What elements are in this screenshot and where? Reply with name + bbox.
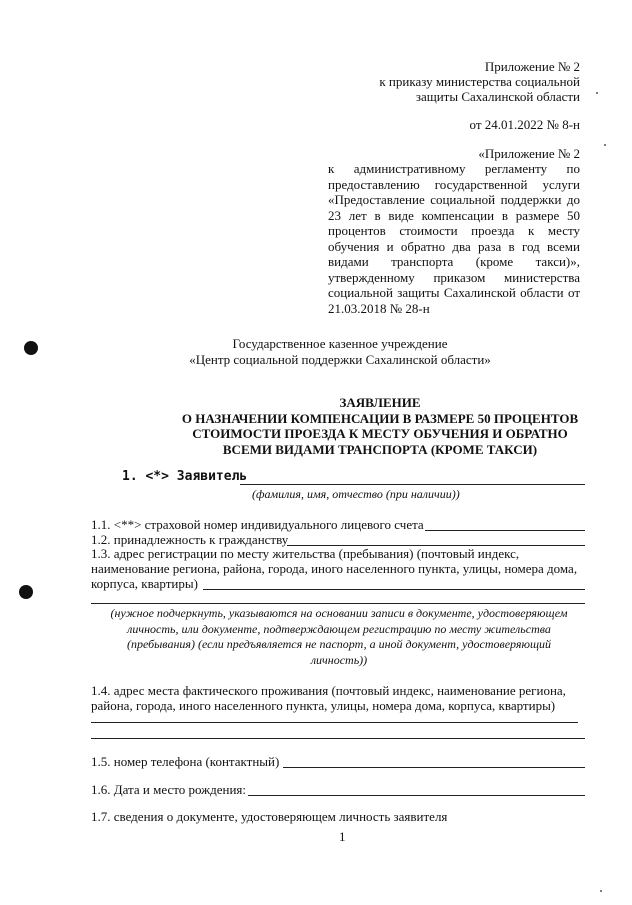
regulation-line: предоставлению государственной услуги	[328, 176, 580, 192]
heading-line3: СТОИМОСТИ ПРОЕЗДА К МЕСТУ ОБУЧЕНИЯ И ОБРАТНО	[192, 426, 568, 441]
institution-block	[140, 336, 540, 367]
heading-line2: О НАЗНАЧЕНИИ КОМПЕНСАЦИИ В РАЗМЕРЕ 50 ПРОЦЕНТОВ	[181, 410, 579, 426]
regulation-line: видами транспорта (кроме такси)»,	[328, 254, 580, 269]
scan-speck	[596, 92, 598, 94]
field-1-3-line3: корпуса, квартиры)	[91, 576, 198, 591]
regulation-block	[328, 161, 580, 316]
appendix-line3: защиты Сахалинской области	[415, 89, 580, 104]
regulation-line: к административному регламенту по	[328, 161, 580, 176]
appendix-line2: к приказу министерства социальной	[379, 74, 580, 89]
note-line3: (пребывания) (если предъявляется не паспорт, а иной документ, удостоверяющий	[126, 637, 551, 651]
field-1-5-label: 1.5. номер телефона (контактный)	[91, 754, 280, 769]
regulation-line: утвержденному приказом министерства	[328, 269, 580, 285]
institution-line1: Государственное казенное учреждение	[232, 336, 448, 351]
field-1-3-line2: наименование региона, района, города, иного населенного пункта, улицы, номера дома,	[91, 561, 578, 576]
regulation-line: обучения и обратно два раза в год всеми	[328, 238, 580, 254]
field-1-4-line1: 1.4. адрес места фактического проживания (почтовый индекс, наименование региона,	[91, 683, 566, 698]
field-1-3-line-b	[91, 603, 585, 604]
note-line4: личность))	[310, 652, 368, 667]
regulation-line: социальной защиты Сахалинской области от	[328, 285, 580, 300]
field-1-1-line	[425, 530, 585, 531]
field-1-4-line-b	[91, 738, 585, 739]
applicant-name-line	[240, 484, 585, 485]
note-line2: личность, или документе, подтверждающем регистрацию по месту жительства	[127, 621, 551, 636]
scan-speck	[600, 890, 602, 892]
section1-label: 1. <*> Заявитель	[122, 469, 248, 484]
regulation-line: процентов стоимости проезда к месту	[328, 223, 580, 238]
heading-line4: ВСЕМИ ВИДАМИ ТРАНСПОРТА (КРОМЕ ТАКСИ)	[222, 441, 538, 457]
appendix-line1: Приложение № 2	[484, 59, 580, 74]
section1-caption: (фамилия, имя, отчество (при наличии))	[252, 487, 460, 501]
field-1-3-line1: 1.3. адрес регистрации по месту жительства (пребывания) (почтовый индекс,	[91, 546, 520, 561]
field-1-2-label: 1.2. принадлежность к гражданству	[91, 532, 289, 547]
field-1-1-label: 1.1. <**> страховой номер индивидуального лицевого счета	[91, 517, 424, 532]
regulation-title: «Приложение № 2	[478, 146, 580, 161]
field-1-3-note	[86, 606, 592, 668]
field-1-7-label: 1.7. сведения о документе, удостоверяющем личность заявителя	[91, 809, 448, 824]
heading-line1: ЗАЯВЛЕНИЕ	[339, 395, 421, 410]
appendix-block	[379, 59, 580, 104]
scan-speck	[604, 144, 606, 146]
field-1-6-line	[248, 795, 585, 796]
note-line1: (нужное подчеркнуть, указываются на основании записи в документе, удостоверяющем	[110, 606, 568, 620]
document-heading	[150, 395, 610, 457]
punch-hole-bottom	[19, 585, 33, 599]
field-1-5-line	[283, 767, 585, 768]
institution-line2: «Центр социальной поддержки Сахалинской области»	[189, 351, 491, 367]
regulation-line: «Предоставление социальной поддержки до	[328, 192, 580, 207]
field-1-6-label: 1.6. Дата и место рождения:	[91, 782, 247, 797]
regulation-last-line: 21.03.2018 № 28-н	[328, 300, 430, 316]
regulation-line: 23 лет в виде компенсации в размере 50	[328, 207, 580, 223]
field-1-4-line-a	[91, 722, 578, 723]
page-number: 1	[339, 829, 346, 844]
field-1-4-line2: района, города, иного населенного пункта, улицы, номера дома, корпуса, квартиры)	[91, 698, 556, 713]
punch-hole-top	[24, 341, 38, 355]
appendix-date: от 24.01.2022 № 8-н	[469, 117, 580, 132]
field-1-3-line-a	[203, 589, 585, 590]
